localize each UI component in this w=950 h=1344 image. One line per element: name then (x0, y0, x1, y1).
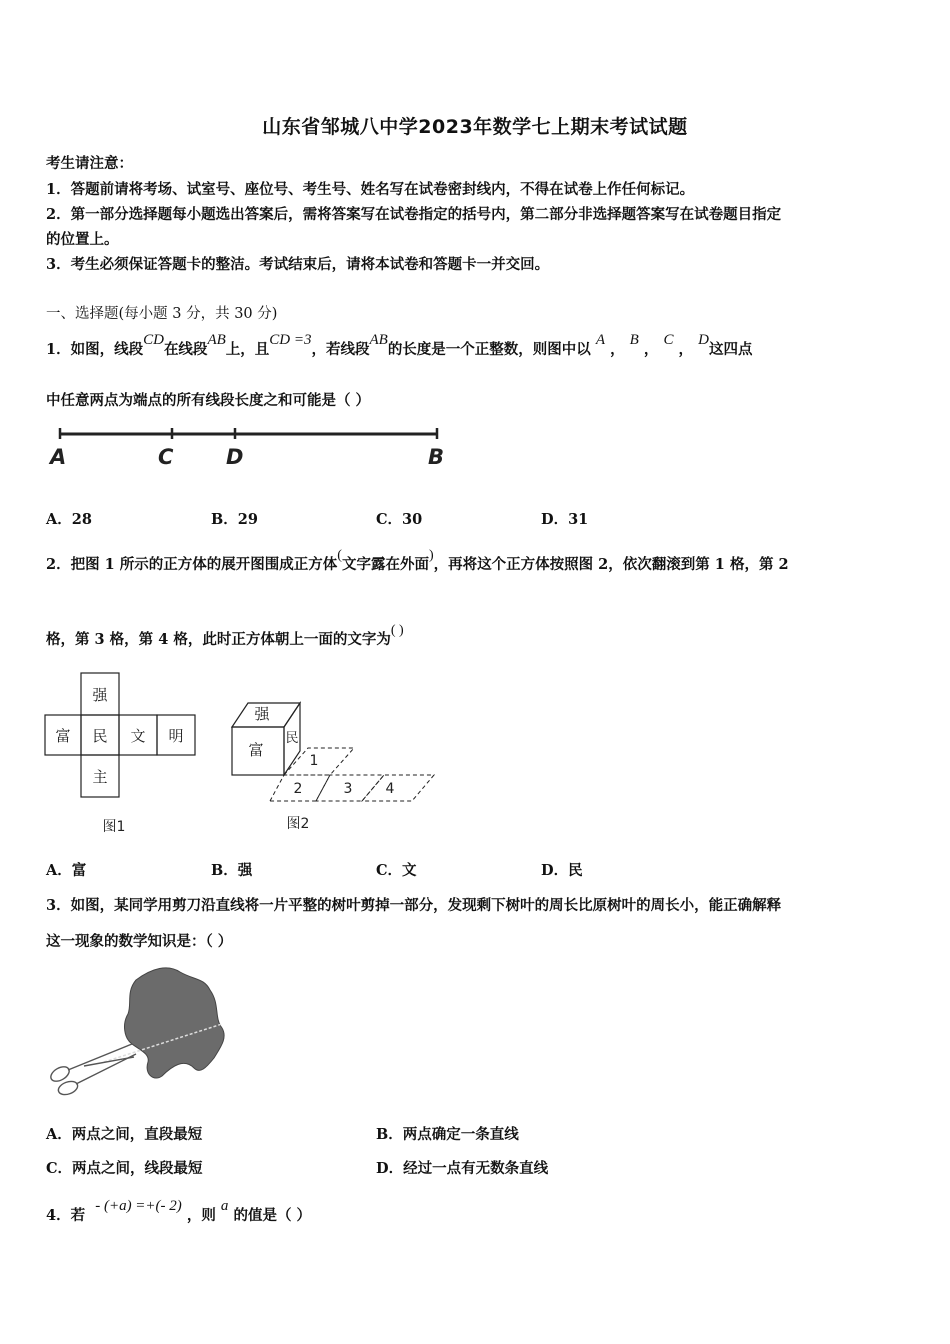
cube-face-front: 富 (248, 741, 264, 759)
notice-item: 2．第一部分选择题每小题选出答案后，需将答案写在试卷指定的括号内，第二部分非选择题答案写在试卷题目指定 (46, 206, 782, 223)
q1-option-b[interactable]: B．29 (211, 511, 258, 528)
point-d-label: D (226, 445, 244, 469)
q3-line2: 这一现象的数学知识是：（ ） (46, 933, 233, 950)
q2-option-b[interactable]: B．强 (211, 862, 253, 879)
q2-line1: 2．把图 1 所示的正方体的展开图围成正方体(文字露在外面)，再将这个正方体按照图 2，依次翻滚到第 1 格，第 2 (46, 548, 789, 573)
notice-item: 1．答题前请将考场、试室号、座位号、考生号、姓名写在试卷密封线内，不得在试卷上作任何标记。 (46, 181, 695, 198)
q3-option-c[interactable]: C．两点之间，线段最短 (46, 1160, 203, 1177)
page-title: 山东省邹城八中学2023年数学七上期末考试试题 (262, 116, 688, 138)
q2-option-c[interactable]: C．文 (376, 862, 417, 879)
point-a-label: A (50, 445, 67, 469)
point-c-label: C (158, 445, 174, 469)
figure1-caption: 图1 (102, 819, 126, 835)
grid-cell-2: 2 (293, 781, 303, 797)
q4-line: 4．若 - (+a) =+(- 2) ，则 a 的值是（ ） (46, 1198, 312, 1224)
q1-line1: 1．如图，线段CD在线段AB上，且CD =3，若线段AB的长度是一个正整数，则图中以 A ， B ， C ， D这四点 (46, 332, 753, 358)
q3-option-a[interactable]: A．两点之间，直段最短 (46, 1126, 203, 1143)
segment-figure (44, 422, 454, 470)
notice-item: 的位置上。 (46, 231, 119, 248)
q1-option-a[interactable]: A．28 (46, 511, 92, 528)
point-b-label: B (428, 445, 445, 469)
q2-option-d[interactable]: D．民 (541, 862, 583, 879)
net-face-bottom: 主 (92, 768, 108, 786)
q3-line1: 3．如图，某同学用剪刀沿直线将一片平整的树叶剪掉一部分，发现剩下树叶的周长比原树叶的周长小，能正确解释 (46, 897, 782, 914)
grid-cell-3: 3 (343, 781, 353, 797)
figure2-caption: 图2 (286, 816, 310, 832)
q1-line2: 中任意两点为端点的所有线段长度之和可能是（ ） (46, 392, 371, 409)
net-face-right1: 文 (130, 727, 146, 745)
net-face-top: 强 (92, 686, 108, 704)
cube-face-top: 强 (254, 705, 270, 723)
cube-net-figure (44, 672, 204, 840)
grid-cell-1: 1 (309, 753, 319, 769)
q1-option-d[interactable]: D．31 (541, 511, 589, 528)
q2-line2: 格，第 3 格，第 4 格，此时正方体朝上一面的文字为( ) (46, 623, 404, 648)
q2-option-a[interactable]: A．富 (46, 862, 87, 879)
cube-roll-figure (226, 697, 438, 837)
q3-option-d[interactable]: D．经过一点有无数条直线 (376, 1160, 549, 1177)
net-face-left: 富 (55, 727, 71, 745)
net-face-right2: 明 (168, 727, 184, 745)
notice-item: 3．考生必须保证答题卡的整洁。考试结束后，请将本试卷和答题卡一并交回。 (46, 256, 550, 273)
q1-option-c[interactable]: C．30 (376, 511, 423, 528)
leaf-scissors-figure (44, 962, 244, 1102)
net-face-center: 民 (92, 727, 108, 745)
notice-heading: 考生请注意： (46, 155, 133, 172)
grid-cell-4: 4 (385, 781, 395, 797)
q3-option-b[interactable]: B．两点确定一条直线 (376, 1126, 519, 1143)
section-heading: 一、选择题(每小题 3 分，共 30 分) (46, 306, 278, 322)
cube-face-side: 民 (285, 731, 299, 746)
